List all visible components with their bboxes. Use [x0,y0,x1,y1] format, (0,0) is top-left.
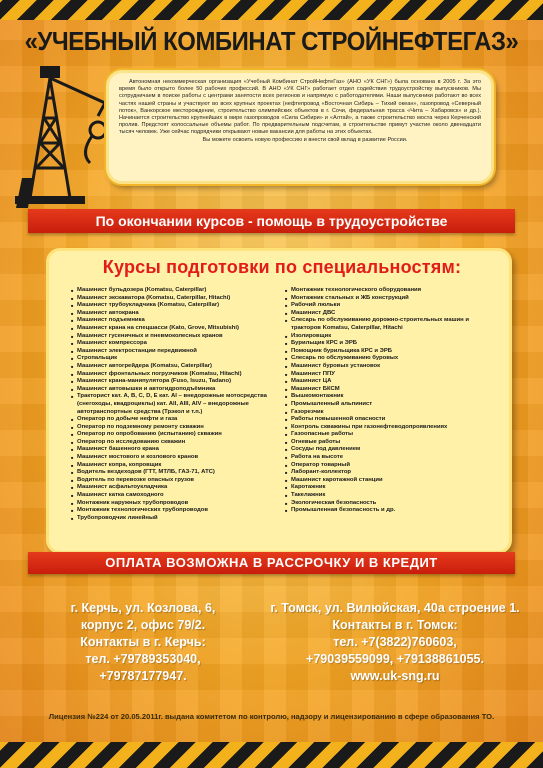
course-item: ■ Оператор по подземному ремонту скважин [71,424,281,432]
course-item: ■ Машинист гусеничных и пневмоколесных кранов [71,333,281,341]
course-item: ■ Машинист крана на спецшасси (Kato, Grove, Mitsubishi) [71,325,281,333]
course-item: ■ Оператор по исследованию скважин [71,439,281,447]
course-item: ■ Работы повышенной опасности [285,416,499,424]
poster-title: «УЧЕБНЫЙ КОМБИНАТ СТРОЙНЕФТЕГАЗ» [24,26,519,56]
course-item: ■ Машинист асфальтоукладчика [71,484,281,492]
contact-line: +79039559099, +79138861055. [306,652,484,666]
contact-line: корпус 2, офис 79/2. [80,618,206,632]
course-item: ■ Машинист компрессора [71,340,281,348]
contact-line: г. Керчь, ул. Козлова, 6, [70,601,216,615]
course-item: ■ Трубопроводчик линейный [71,515,281,523]
course-item: ■ Монтажник стальных и ЖБ конструкций [285,295,499,303]
course-item: ■ Машинист мостового и козлового кранов [71,454,281,462]
contact-line: тел. +7(3822)760603, [333,635,457,649]
course-item: ■ Машинист ЦА [285,378,499,386]
contact-line: Контакты в г. Керчь: [80,635,206,649]
courses-list-left [71,287,281,522]
course-item: ■ Машинист автокрана [71,310,281,318]
course-item: ■ Водитель вездеходов (ГТТ, МТЛБ, ГАЗ-71, АТС) [71,469,281,477]
course-item: ■ Экологическая безопасность [285,500,499,508]
license-text: Лицензия №224 от 20.05.2011г. выдана комитетом по контролю, надзору и лицензированию в сфере образования ТО. [48,712,495,721]
contact-line: тел. +79789353040, [85,652,201,666]
course-item: ■ Оператор товарный [285,462,499,470]
course-item: ■ Слесарь по обслуживанию дорожно-строительных машин и тракторов Komatsu, Caterpillar, Hitachi [285,317,499,332]
course-item: ■ Машинист крана-манипулятора (Fuso, Isuzu, Tadano) [71,378,281,386]
course-item: ■ Такелажник [285,492,499,500]
course-item: ■ Машинист каротажной станции [285,477,499,485]
payment-banner: ОПЛАТА ВОЗМОЖНА В РАССРОЧКУ И В КРЕДИТ [28,552,515,574]
contact-line: +79787177947. [99,669,187,683]
course-item: ■ Лаборант-коллектор [285,469,499,477]
courses-box [46,248,512,554]
course-item: ■ Изолировщик [285,333,499,341]
course-item: ■ Монтажник технологических трубопроводов [71,507,281,515]
course-item: ■ Рабочий люльки [285,302,499,310]
course-item: ■ Машинист бульдозера (Komatsu, Caterpillar) [71,287,281,295]
intro-paragraph: Автономная некоммерческая организация «Учебный Комбинат СтройНефтеГаз» (АНО «УК СНГ») была основана в 2005 г. За это время было открыто более 50 рабочих профессий. В АНО «УК СНГ» работает отдел содействия трудоустройству выпускников. Мы сотрудничаем в поиске работы с центрами занятости всех регионов и напрямую с работодателями. Наши выпускники работают во всех частях нашей страны и участвуют во всех крупных проектах (нефтепровод «Восточная Сибирь – Тихий океан», газопровод «Северный поток», Ванкорское месторождение, строительство олимпийских объектов в г. Сочи, федеральная трасса «Чита – Хабаровск» и др.). Начинается строительство крупнейших в мире газопроводов «Сила Сибири» и «Алтай», а также строительство моста через Керченский пролив. Предстоят колоссальные объемы работ. По предварительным подсчетам, в строительстве примут участие около двенадцати тысяч человек. Уже сейчас подрядчики открывают новые вакансии для работы на этих объектах. [119,79,481,136]
contact-line: г. Томск, ул. Вилюйская, 40а строение 1. [270,601,520,615]
course-item: ■ Помощник бурильщика КРС и ЭРБ [285,348,499,356]
course-item: ■ Промышленный альпинист [285,401,499,409]
course-item: ■ Машинист автовышки и автогидроподъёмника [71,386,281,394]
course-item: ■ Машинист автогрейдера (Komatsu, Caterpillar) [71,363,281,371]
course-item: ■ Монтажник технологического оборудования [285,287,499,295]
course-item: ■ Машинист подъемника [71,317,281,325]
course-item: ■ Сосуды под давлением [285,446,499,454]
course-item: ■ Машинист БКСМ [285,386,499,394]
course-item: ■ Газоопасные работы [285,431,499,439]
course-item: ■ Машинист буровых установок [285,363,499,371]
course-item: ■ Машинист фронтальных погрузчиков (Komatsu, Hitachi) [71,371,281,379]
contact-line: Контакты в г. Томск: [332,618,458,632]
course-item: ■ Машинист ДВС [285,310,499,318]
courses-title: Курсы подготовки по специальностям: [102,257,462,277]
course-item: ■ Газорезчик [285,409,499,417]
course-item: ■ Машинист башенного крана [71,446,281,454]
course-item: ■ Огневые работы [285,439,499,447]
contacts-kerch [38,600,248,685]
course-item: ■ Бурильщик КРС и ЭРБ [285,340,499,348]
course-item: ■ Вышкомонтажник [285,393,499,401]
course-item: ■ Каротажник [285,484,499,492]
hazard-stripes-top [0,0,543,20]
course-item: ■ Машинист электростанции передвижной [71,348,281,356]
intro-closing: Вы можете освоить новую профессию и внести свой вклад в развитие России. [202,136,408,143]
course-item: ■ Оператор по добыче нефти и газа [71,416,281,424]
course-item: ■ Промышленная безопасность и др. [285,507,499,515]
course-item: ■ Водитель по перевозке опасных грузов [71,477,281,485]
course-item: ■ Машинист трубоукладчика (Komatsu, Caterpillar) [71,302,281,310]
course-item: ■ Работа на высоте [285,454,499,462]
hazard-stripes-bottom [0,742,543,768]
course-item: ■ Машинист копра, копровщик [71,462,281,470]
course-item: ■ Оператор по опробованию (испытанию) скважин [71,431,281,439]
contact-line: www.uk-sng.ru [350,669,440,683]
course-item: ■ Слесарь по обслуживанию буровых [285,355,499,363]
course-item: ■ Машинист катка самоходного [71,492,281,500]
course-item: ■ Стропальщик [71,355,281,363]
courses-list-right [285,287,499,515]
employment-help-banner: По окончании курсов - помощь в трудоустройстве [28,209,515,233]
course-item: ■ Монтажник наружных трубопроводов [71,500,281,508]
intro-text-box [106,70,494,184]
course-item: ■ Машинист экскаватора (Komatsu, Caterpillar, Hitachi) [71,295,281,303]
contacts-tomsk [260,600,530,685]
course-item: ■ Машинист ППУ [285,371,499,379]
oil-derrick-crane-logo-icon [10,58,110,208]
course-item: ■ Тракторист кат. A, B, C, D, E кат. AI – внедорожные мотосредства (снегоходы, квадроциклы) кат. AII, AIII, AIV – внедорожные автотранспортные средства (Трэкол и т.п.) [71,393,281,416]
course-item: ■ Контроль скважины при газонефтеводопроявлениях [285,424,499,432]
